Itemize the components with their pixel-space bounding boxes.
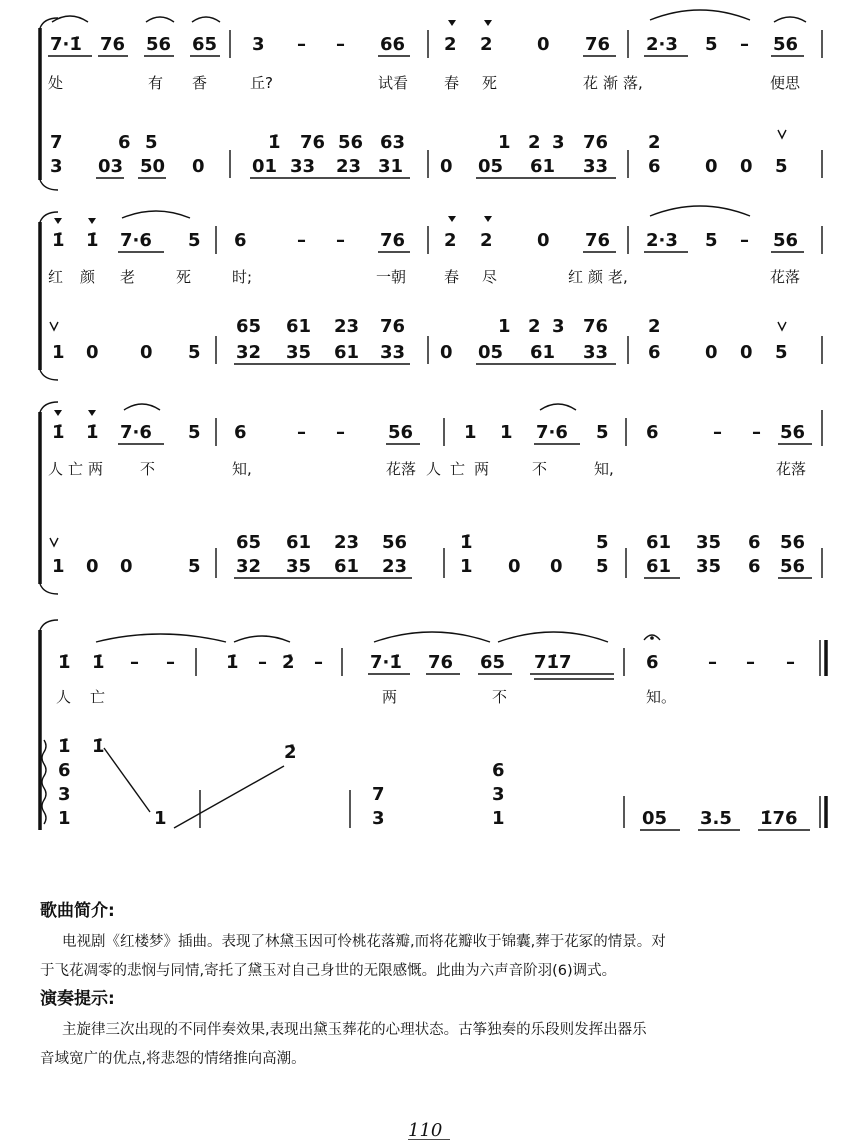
score-system-4 xyxy=(40,620,826,830)
acc-note: 1̇ xyxy=(268,132,281,153)
melody-note: 56 xyxy=(773,34,799,55)
melody-note: 5 xyxy=(596,422,609,443)
acc-note: 1 xyxy=(154,808,167,829)
acc-note: 0 xyxy=(740,342,753,363)
lyric: 有 xyxy=(148,74,164,92)
lyric: 老 xyxy=(120,268,136,286)
acc-note: 3.5 xyxy=(700,808,732,829)
acc-note: 3 xyxy=(552,316,565,337)
lyrics-row xyxy=(48,460,806,478)
melody-note: – xyxy=(786,652,795,673)
lyric: 两 xyxy=(382,688,398,706)
acc-note: 2̇ xyxy=(284,742,297,763)
melody-note: – xyxy=(740,34,749,55)
acc-note: 65 xyxy=(236,532,262,553)
acc-note: 76 xyxy=(300,132,326,153)
acc-note: 5 xyxy=(188,556,201,577)
acc-note: 0 xyxy=(86,342,99,363)
acc-note: 61 xyxy=(334,342,360,363)
acc-note: 32 xyxy=(236,556,262,577)
lyric: 知, xyxy=(232,460,252,478)
lyric: 花落 xyxy=(386,460,417,478)
acc-note: 05 xyxy=(642,808,668,829)
acc-note: 7 xyxy=(50,132,63,153)
acc-note: 1̇76 xyxy=(760,808,798,829)
melody-note: 76 xyxy=(428,652,454,673)
acc-note: 33 xyxy=(583,156,609,177)
melody-note: – xyxy=(258,652,267,673)
melody-note: 76 xyxy=(585,230,611,251)
melody-note: 56 xyxy=(146,34,172,55)
acc-note: 5 xyxy=(145,132,158,153)
melody-note: – xyxy=(740,230,749,251)
melody-note: 6 xyxy=(646,422,659,443)
acc-note: 6 xyxy=(118,132,131,153)
melody-note: 2̇ xyxy=(282,652,295,673)
lyric: 时; xyxy=(232,268,253,286)
score-system-1 xyxy=(40,10,822,190)
lyric: 颜 xyxy=(80,268,96,286)
lyric: 春 xyxy=(444,74,460,92)
melody-note: 5 xyxy=(705,230,718,251)
lyric: 两 xyxy=(88,460,104,478)
acc-note: 6 xyxy=(58,760,71,781)
acc-note: 3 xyxy=(50,156,63,177)
melody-note: 2 xyxy=(480,34,493,55)
acc-note: 6 xyxy=(748,556,761,577)
acc-note: 23 xyxy=(334,316,360,337)
score-system-2 xyxy=(40,206,822,380)
melody-note: 66 xyxy=(380,34,406,55)
accompaniment-row xyxy=(50,532,822,578)
acc-note: 31 xyxy=(378,156,404,177)
melody-note: – xyxy=(297,34,306,55)
melody-note: 0 xyxy=(537,34,550,55)
lyric: 知, xyxy=(594,460,614,478)
lyric: 两 xyxy=(474,460,490,478)
acc-note: 05 xyxy=(478,156,504,177)
acc-note: 5 xyxy=(775,156,788,177)
acc-note: 1̇ xyxy=(460,532,473,553)
melody-note: 2 xyxy=(480,230,493,251)
melody-note: 1 xyxy=(500,422,513,443)
acc-note: 1 xyxy=(52,342,65,363)
acc-note: 1 xyxy=(52,556,65,577)
lyric: 落, xyxy=(623,74,643,92)
lyric: 人 xyxy=(48,460,64,478)
melody-note: 2·3 xyxy=(646,34,678,55)
melody-row xyxy=(52,206,822,254)
melody-note: – xyxy=(314,652,323,673)
acc-note: 0 xyxy=(705,156,718,177)
acc-note: 56 xyxy=(382,532,408,553)
lyric: 春 xyxy=(444,268,460,286)
acc-note: 56 xyxy=(338,132,364,153)
melody-note: 5 xyxy=(705,34,718,55)
acc-note: 5 xyxy=(188,342,201,363)
acc-note: 6 xyxy=(492,760,505,781)
melody-note: 1̇ xyxy=(52,230,65,251)
lyric: 人 xyxy=(56,688,72,706)
lyric: 花落 xyxy=(776,460,807,478)
acc-note: 0 xyxy=(86,556,99,577)
melody-note: 1̇ xyxy=(58,652,71,673)
performance-tips-section xyxy=(39,988,647,1067)
acc-note: 2 xyxy=(528,316,541,337)
accompaniment-row xyxy=(50,316,822,364)
acc-note: 32 xyxy=(236,342,262,363)
melody-note: 0 xyxy=(537,230,550,251)
lyric: 不 xyxy=(140,460,156,478)
melody-note: – xyxy=(752,422,761,443)
melody-note: 1̇ xyxy=(226,652,239,673)
acc-note: 0 xyxy=(705,342,718,363)
melody-note: 76 xyxy=(380,230,406,251)
acc-note: 6 xyxy=(648,342,661,363)
melody-note: 2 xyxy=(444,230,457,251)
melody-note: 71̇7 xyxy=(534,652,572,673)
melody-note: 1̇ xyxy=(86,422,99,443)
score-system-3 xyxy=(40,402,822,594)
acc-note: 61 xyxy=(286,532,312,553)
acc-note: 5 xyxy=(596,532,609,553)
acc-note: 76 xyxy=(583,132,609,153)
lyrics-row xyxy=(48,268,800,286)
acc-note: 65 xyxy=(236,316,262,337)
acc-note: 76 xyxy=(583,316,609,337)
acc-note: 61 xyxy=(530,342,556,363)
acc-note: 0 xyxy=(440,156,453,177)
acc-note: 63 xyxy=(380,132,406,153)
acc-note: 35 xyxy=(286,342,312,363)
melody-note: 6 xyxy=(646,652,659,673)
acc-note: 6 xyxy=(748,532,761,553)
lyric: 丘? xyxy=(250,74,273,92)
accompaniment-row xyxy=(50,130,822,178)
lyric: 颜 xyxy=(588,268,604,286)
song-intro-heading: 歌曲简介: xyxy=(40,901,115,921)
lyric: 一朝 xyxy=(376,268,407,286)
acc-note: 7 xyxy=(372,784,385,805)
melody-note: – xyxy=(746,652,755,673)
melody-note: 65 xyxy=(480,652,506,673)
acc-note: 01 xyxy=(252,156,278,177)
melody-note: – xyxy=(708,652,717,673)
melody-note: 7·1̇ xyxy=(370,652,402,673)
acc-note: 76 xyxy=(380,316,406,337)
song-intro-line: 电视剧《红楼梦》插曲。表现了林黛玉因可怜桃花落瓣,而将花瓣收于锦囊,葬于花冢的情景。对 xyxy=(62,934,666,950)
acc-note: 0 xyxy=(740,156,753,177)
bracket-hook xyxy=(40,180,58,190)
melody-note: 2·3 xyxy=(646,230,678,251)
accompaniment-row xyxy=(42,736,826,830)
melody-note: 1̇ xyxy=(52,422,65,443)
acc-note: 61 xyxy=(646,556,672,577)
melody-note: – xyxy=(130,652,139,673)
acc-note: 0 xyxy=(120,556,133,577)
lyric: 亡 xyxy=(450,460,466,478)
melody-note: – xyxy=(297,230,306,251)
acc-note: 23 xyxy=(334,532,360,553)
melody-note: 65 xyxy=(192,34,218,55)
acc-note: 0 xyxy=(440,342,453,363)
acc-note: 35 xyxy=(286,556,312,577)
melody-row xyxy=(48,10,822,58)
melody-note: 7·6 xyxy=(536,422,568,443)
acc-note: 0 xyxy=(550,556,563,577)
acc-note: 33 xyxy=(380,342,406,363)
song-intro-line: 于飞花凋零的悲悯与同情,寄托了黛玉对自己身世的无限感慨。此曲为六声音阶羽(6)调式。 xyxy=(40,963,617,979)
melody-note: – xyxy=(336,230,345,251)
melody-note: 3 xyxy=(252,34,265,55)
acc-note: 61 xyxy=(530,156,556,177)
acc-note: 0 xyxy=(508,556,521,577)
lyrics-row xyxy=(56,688,676,706)
melody-note: 1̇ xyxy=(92,652,105,673)
lyric: 红 xyxy=(48,268,64,286)
acc-note: 35 xyxy=(696,556,722,577)
lyric: 便思 xyxy=(770,74,801,92)
melody-note: 7·6 xyxy=(120,230,152,251)
melody-note: 6 xyxy=(234,422,247,443)
acc-note: 1 xyxy=(460,556,473,577)
performance-tips-line: 音域宽广的优点,将悲怨的情绪推向高潮。 xyxy=(40,1051,306,1067)
melody-row xyxy=(58,632,826,679)
melody-note: 1̇ xyxy=(86,230,99,251)
acc-note: 05 xyxy=(478,342,504,363)
melody-note: 76 xyxy=(585,34,611,55)
acc-note: 5 xyxy=(775,342,788,363)
acc-note: 3 xyxy=(372,808,385,829)
acc-note: 0 xyxy=(192,156,205,177)
lyric: 老, xyxy=(608,268,628,286)
acc-note: 35 xyxy=(696,532,722,553)
lyric: 处 xyxy=(48,74,64,92)
melody-note: 7·1̇ xyxy=(50,34,82,55)
melody-note: 56 xyxy=(773,230,799,251)
lyric: 尽 xyxy=(482,268,498,286)
melody-note: – xyxy=(336,422,345,443)
acc-note: 6 xyxy=(648,156,661,177)
lyric: 花 xyxy=(583,74,599,92)
melody-row xyxy=(52,404,822,446)
melody-note: 7·6 xyxy=(120,422,152,443)
page-number: 110 xyxy=(408,1120,443,1140)
lyric: 不 xyxy=(492,688,508,706)
acc-note: 3 xyxy=(492,784,505,805)
acc-note: 33 xyxy=(583,342,609,363)
acc-note: 2 xyxy=(648,132,661,153)
acc-note: 56 xyxy=(780,532,806,553)
acc-note: 1 xyxy=(498,132,511,153)
performance-tips-heading: 演奏提示: xyxy=(40,989,115,1009)
lyric: 知。 xyxy=(646,688,677,706)
song-intro-section xyxy=(40,900,666,979)
acc-note: 23 xyxy=(382,556,408,577)
acc-note: 3 xyxy=(58,784,71,805)
melody-note: 5 xyxy=(188,422,201,443)
acc-note: 56 xyxy=(780,556,806,577)
acc-note: 2 xyxy=(528,132,541,153)
melody-note: 6 xyxy=(234,230,247,251)
lyric: 不 xyxy=(532,460,548,478)
lyric: 红 xyxy=(568,268,584,286)
acc-note: 2 xyxy=(648,316,661,337)
melody-note: 56 xyxy=(388,422,414,443)
performance-tips-line: 主旋律三次出现的不同伴奏效果,表现出黛玉葬花的心理状态。古筝独奏的乐段则发挥出器乐 xyxy=(62,1022,647,1038)
acc-note: 61 xyxy=(286,316,312,337)
acc-note: 61 xyxy=(334,556,360,577)
lyric: 人 xyxy=(426,460,442,478)
lyric: 香 xyxy=(192,74,208,92)
acc-note: 5 xyxy=(596,556,609,577)
melody-note: – xyxy=(297,422,306,443)
lyric: 死 xyxy=(176,268,192,286)
melody-note: – xyxy=(166,652,175,673)
acc-note: 1̇ xyxy=(58,736,71,757)
melody-note: – xyxy=(713,422,722,443)
melody-note: – xyxy=(336,34,345,55)
lyric: 花落 xyxy=(770,268,801,286)
lyrics-row xyxy=(48,74,801,92)
melody-note: 5 xyxy=(188,230,201,251)
melody-note: 76 xyxy=(100,34,126,55)
acc-note: 1 xyxy=(492,808,505,829)
lyric: 渐 xyxy=(603,74,619,92)
lyric: 死 xyxy=(482,74,498,92)
acc-note: 23 xyxy=(336,156,362,177)
melody-note: 56 xyxy=(780,422,806,443)
acc-note: 1̇ xyxy=(92,736,105,757)
acc-note: 61 xyxy=(646,532,672,553)
melody-note: 2 xyxy=(444,34,457,55)
melody-note: 1 xyxy=(464,422,477,443)
lyric: 试看 xyxy=(378,74,409,92)
acc-note: 3 xyxy=(552,132,565,153)
acc-note: 1 xyxy=(58,808,71,829)
lyric: 亡 xyxy=(90,688,106,706)
acc-note: 0 xyxy=(140,342,153,363)
acc-note: 50 xyxy=(140,156,166,177)
acc-note: 1 xyxy=(498,316,511,337)
acc-note: 03 xyxy=(98,156,124,177)
acc-note: 33 xyxy=(290,156,316,177)
lyric: 亡 xyxy=(68,460,84,478)
